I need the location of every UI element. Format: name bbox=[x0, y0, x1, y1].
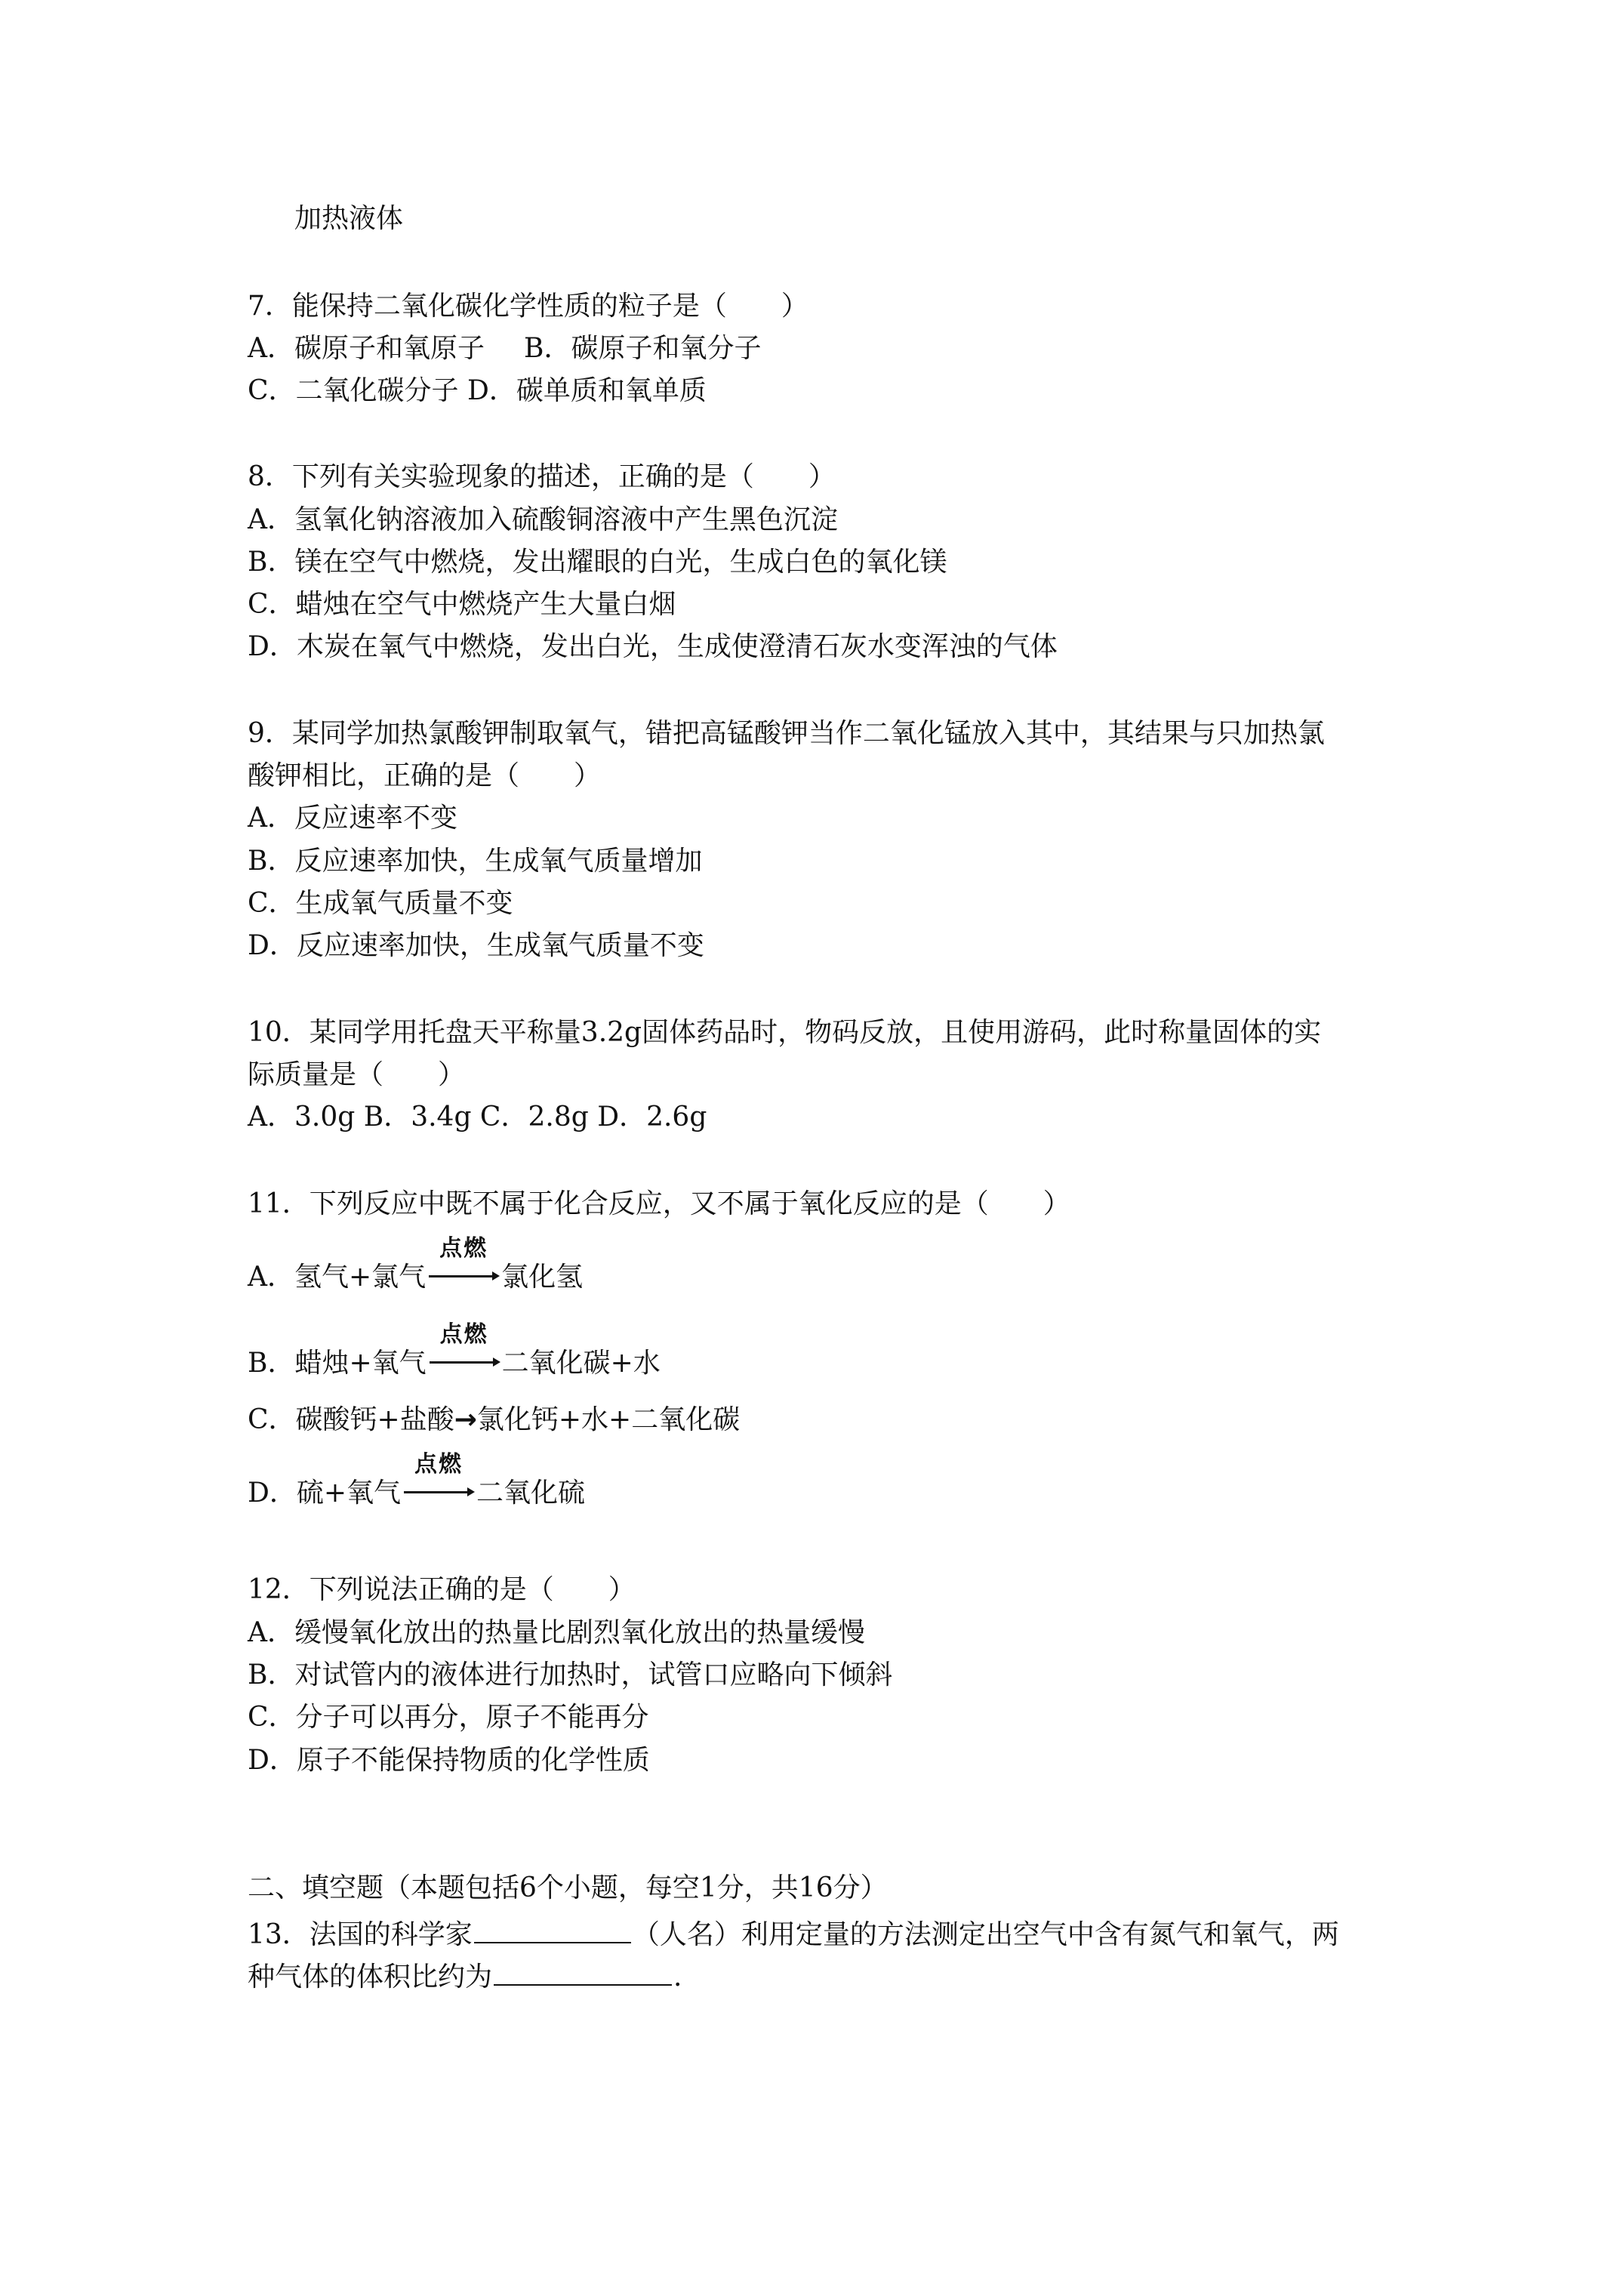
q9-stem-line1: 9．某同学加热氯酸钾制取氧气，错把高锰酸钾当作二氧化锰放入其中，其结果与只加热氯 bbox=[248, 718, 1325, 749]
reaction-condition: 点燃 bbox=[439, 1321, 488, 1348]
q13-text-3: 种气体的体积比约为 bbox=[248, 1962, 493, 1992]
q9-option-c: C．生成氧气质量不变 bbox=[248, 888, 513, 919]
q13-text-1: 13．法国的科学家 bbox=[248, 1919, 473, 1950]
reaction-condition: 点燃 bbox=[414, 1451, 463, 1478]
q8-stem: 8．下列有关实验现象的描述，正确的是（ ） bbox=[248, 461, 836, 492]
q13-blank-2[interactable] bbox=[494, 1960, 672, 1986]
q7-options-row1 bbox=[248, 335, 761, 362]
reaction-arrow-icon bbox=[402, 1451, 475, 1502]
q8-option-c: C．蜡烛在空气中燃烧产生大量白烟 bbox=[248, 589, 676, 620]
q9-option-a: A．反应速率不变 bbox=[248, 803, 457, 834]
reaction-condition: 点燃 bbox=[439, 1235, 488, 1262]
q10-stem-line2: 际质量是（ ） bbox=[248, 1059, 466, 1090]
q8-option-a: A．氢氧化钠溶液加入硫酸铜溶液中产生黑色沉淀 bbox=[248, 504, 838, 535]
q13-text-2: （人名）利用定量的方法测定出空气中含有氮气和氧气，两 bbox=[632, 1919, 1339, 1950]
q8-option-d: D．木炭在氧气中燃烧，发出白光，生成使澄清石灰水变浑浊的气体 bbox=[248, 631, 1058, 662]
q13-line2 bbox=[248, 1960, 682, 1991]
q8-option-b: B．镁在空气中燃烧，发出耀眼的白光，生成白色的氧化镁 bbox=[248, 547, 947, 578]
q13-text-4: . bbox=[673, 1962, 682, 1992]
q11-d-reactants: D．硫+氧气 bbox=[248, 1478, 402, 1509]
q12-option-b: B．对试管内的液体进行加热时，试管口应略向下倾斜 bbox=[248, 1660, 893, 1690]
q11-stem: 11．下列反应中既不属于化合反应，又不属于氧化反应的是（ ） bbox=[248, 1188, 1070, 1219]
q11-c-products: 氯化钙+水+二氧化碳 bbox=[476, 1404, 741, 1435]
q11-b-products: 二氧化碳+水 bbox=[501, 1348, 661, 1379]
reaction-arrow-icon bbox=[428, 1321, 500, 1372]
q7-option-c: C．二氧化碳分子 bbox=[248, 375, 459, 406]
q12-stem: 12．下列说法正确的是（ ） bbox=[248, 1574, 636, 1605]
q12-option-d: D．原子不能保持物质的化学性质 bbox=[248, 1745, 650, 1776]
q7-option-a: A．碳原子和氧原子 bbox=[248, 333, 485, 364]
q13-blank-1[interactable] bbox=[474, 1918, 631, 1943]
q7-stem: 7．能保持二氧化碳化学性质的粒子是（ ） bbox=[248, 291, 808, 322]
q13-line1 bbox=[248, 1918, 1339, 1949]
q12-option-a: A．缓慢氧化放出的热量比剧烈氧化放出的热量缓慢 bbox=[248, 1617, 865, 1648]
q11-a-reactants: A．氢气+氯气 bbox=[248, 1262, 427, 1293]
q11-c-reactants: C．碳酸钙+盐酸 bbox=[248, 1404, 454, 1435]
q9-stem-line2: 酸钾相比，正确的是（ ） bbox=[248, 760, 602, 791]
q7-option-b: B．碳原子和氧分子 bbox=[524, 333, 762, 364]
right-arrow-icon: → bbox=[454, 1404, 477, 1435]
top-fragment: 加热液体 bbox=[294, 203, 404, 234]
q11-b-reactants: B．蜡烛+氧气 bbox=[248, 1348, 427, 1379]
section-2-heading: 二、填空题（本题包括6个小题，每空1分，共16分） bbox=[248, 1872, 888, 1903]
q7-options-row2 bbox=[248, 375, 707, 406]
q9-option-b: B．反应速率加快，生成氧气质量增加 bbox=[248, 846, 703, 877]
q11-option-c bbox=[248, 1404, 741, 1435]
q10-stem-line1: 10．某同学用托盘天平称量3.2g固体药品时，物码反放，且使用游码，此时称量固体的实 bbox=[248, 1017, 1322, 1048]
q11-option-a bbox=[248, 1235, 584, 1293]
q11-option-b bbox=[248, 1321, 661, 1379]
q12-option-c: C．分子可以再分，原子不能再分 bbox=[248, 1702, 649, 1733]
q11-option-d bbox=[248, 1451, 586, 1509]
q10-options: A．3.0g B．3.4g C．2.8g D．2.6g bbox=[248, 1102, 707, 1133]
q7-option-d: D．碳单质和氧单质 bbox=[467, 375, 707, 406]
q11-a-products: 氯化氢 bbox=[501, 1262, 584, 1293]
reaction-arrow-icon bbox=[427, 1235, 500, 1286]
q9-option-d: D．反应速率加快，生成氧气质量不变 bbox=[248, 930, 704, 961]
q11-d-products: 二氧化硫 bbox=[476, 1478, 586, 1509]
